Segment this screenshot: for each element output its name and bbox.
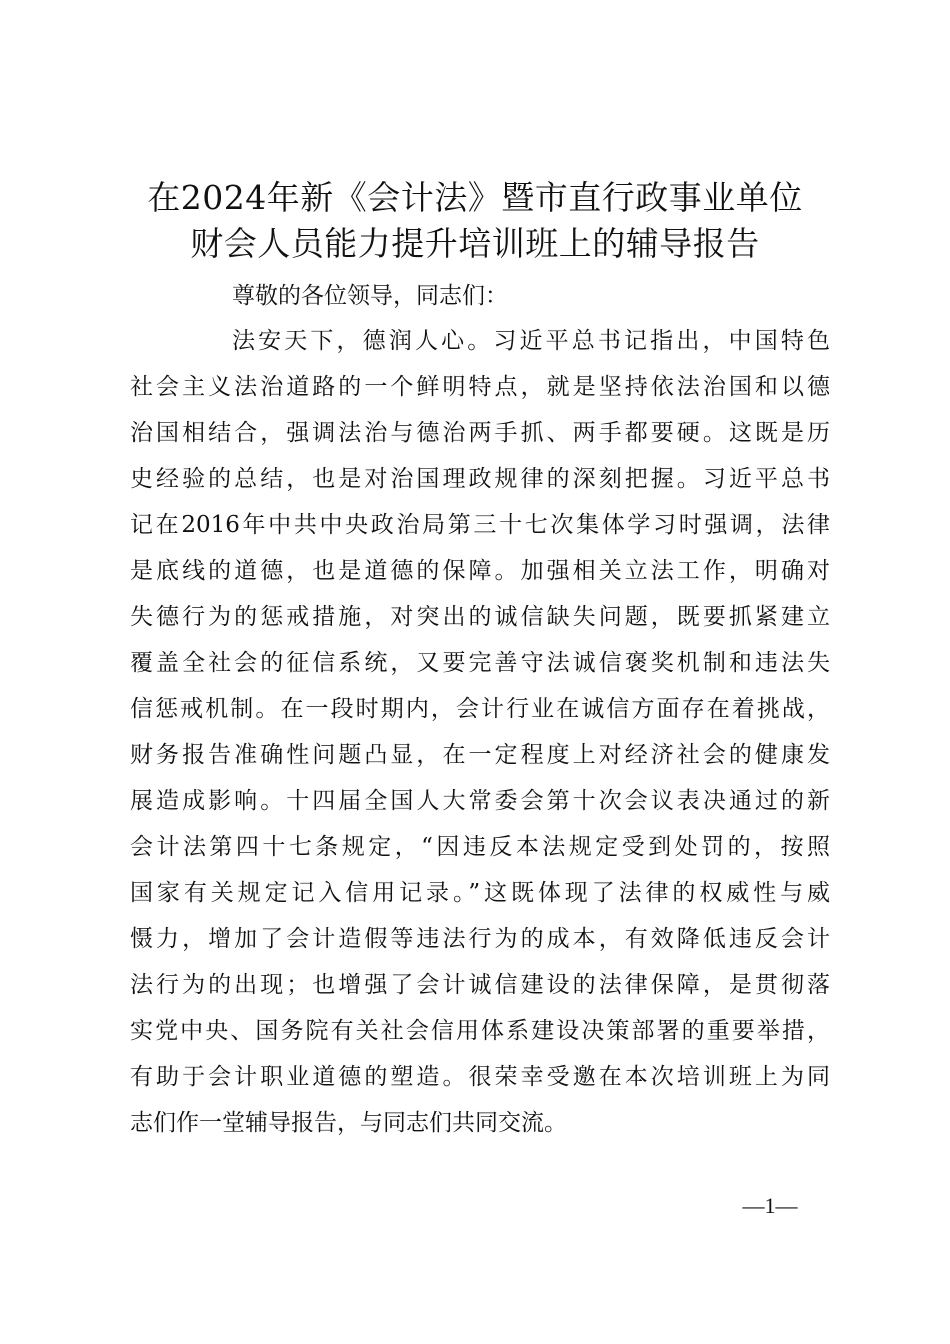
paragraph-line: 覆盖全社会的征信系统，又要完善守法诚信褒奖机制和违法失 <box>130 650 830 676</box>
paragraph-line: 信惩戒机制。在一段时期内，会计行业在诚信方面存在着挑战， <box>130 696 830 722</box>
paragraph-line: 志们作一堂辅导报告，与同志们共同交流。 <box>130 1110 567 1136</box>
paragraph-line: 史经验的总结，也是对治国理政规律的深刻把握。习近平总书 <box>130 466 830 492</box>
document-title-line-1: 在2024年新《会计法》暨市直行政事业单位 <box>147 178 803 217</box>
paragraph-line: 失德行为的惩戒措施，对突出的诚信缺失问题，既要抓紧建立 <box>130 604 830 630</box>
paragraph-line: 记在2016年中共中央政治局第三十七次集体学习时强调，法律 <box>130 512 830 538</box>
paragraph-line: 会计法第四十七条规定，“因违反本法规定受到处罚的，按照 <box>130 834 830 860</box>
paragraph-line: 慑力，增加了会计造假等违法行为的成本，有效降低违反会计 <box>130 926 830 952</box>
paragraph-line: 社会主义法治道路的一个鲜明特点，就是坚持依法治国和以德 <box>130 374 830 400</box>
paragraph-line: 财务报告准确性问题凸显，在一定程度上对经济社会的健康发 <box>130 742 830 768</box>
paragraph-line: 是底线的道德，也是道德的保障。加强相关立法工作，明确对 <box>130 558 830 584</box>
paragraph-line: 实党中央、国务院有关社会信用体系建设决策部署的重要举措， <box>130 1018 830 1044</box>
paragraph-line: 有助于会计职业道德的塑造。很荣幸受邀在本次培训班上为同 <box>130 1064 830 1090</box>
page-number: —1— <box>742 1193 798 1218</box>
paragraph-line: 国家有关规定记入信用记录。”这既体现了法律的权威性与威 <box>130 880 830 906</box>
paragraph-line: 展造成影响。十四届全国人大常委会第十次会议表决通过的新 <box>130 788 830 814</box>
paragraph-line: 法行为的出现；也增强了会计诚信建设的法律保障，是贯彻落 <box>130 972 830 998</box>
document-title-line-2: 财会人员能力提升培训班上的辅导报告 <box>190 224 760 263</box>
salutation: 尊敬的各位领导，同志们： <box>232 283 508 309</box>
paragraph-line: 法安天下，德润人心。习近平总书记指出，中国特色 <box>232 328 830 354</box>
paragraph-line: 治国相结合，强调法治与德治两手抓、两手都要硬。这既是历 <box>130 420 830 446</box>
